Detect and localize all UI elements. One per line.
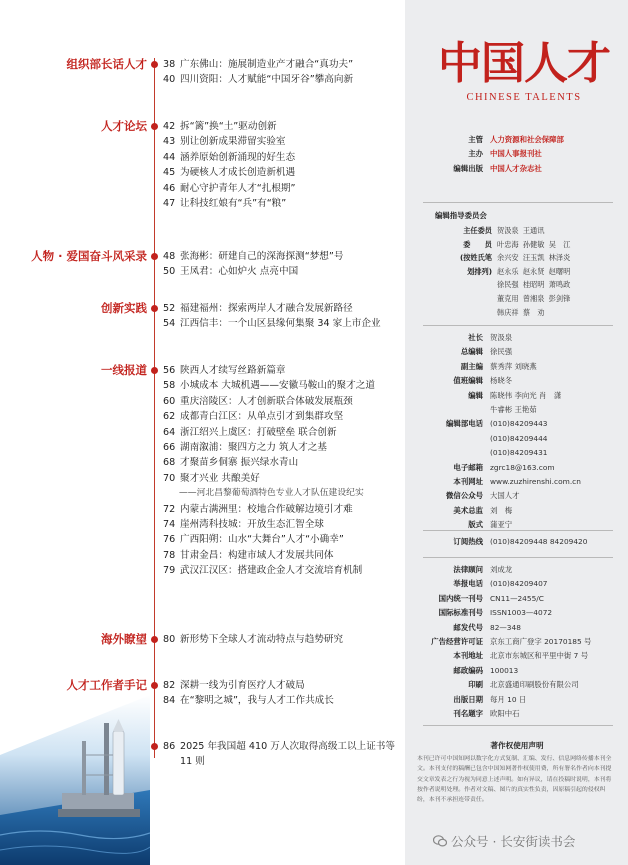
entry-title: 耐心守护青年人才“扎根期” <box>180 182 296 194</box>
info-row <box>405 649 628 663</box>
info-value: 董克用 曾湘泉 彭剑锋 <box>497 293 571 303</box>
info-value: 82—348 <box>490 622 521 632</box>
entry-title-continued: 11 则 <box>180 756 205 768</box>
section-title: 一线报道 <box>101 363 147 377</box>
page-number: 42 <box>163 121 176 132</box>
entry-title: 王凤君：心如炉火 点亮中国 <box>180 266 299 278</box>
toc-entry[interactable] <box>163 264 401 279</box>
page-number: 48 <box>163 251 176 262</box>
info-row <box>405 606 628 620</box>
entry-title: 别让创新成果滞留实验室 <box>180 136 286 148</box>
info-value: (010)84209431 <box>490 448 548 458</box>
info-value: 赵永乐 赵永贤 赵曙明 <box>497 266 571 276</box>
page-number: 50 <box>163 266 176 278</box>
info-row <box>405 374 628 388</box>
toc-entry[interactable] <box>163 632 401 647</box>
section-marker-dot <box>151 743 158 750</box>
info-label: 国际标准刊号 <box>438 608 483 618</box>
info-row <box>405 147 628 161</box>
info-label: 美术总监 <box>453 505 483 515</box>
page-number: 45 <box>163 167 176 179</box>
toc-entry[interactable] <box>163 72 401 87</box>
toc-entry[interactable] <box>163 471 401 486</box>
info-row <box>405 475 628 489</box>
entry-title: 广东佛山：施展制造业产才融合“真功夫” <box>180 59 354 70</box>
info-value: 贺汲泉 <box>490 333 513 342</box>
info-label: 本刊网址 <box>453 477 483 487</box>
toc-entry[interactable] <box>163 150 401 165</box>
section-title: 人物 · 爱国奋斗风采录 <box>31 249 147 263</box>
section-title: 人才工作者手记 <box>66 678 147 692</box>
copyright-notice <box>417 740 617 805</box>
toc-entry[interactable] <box>163 165 401 180</box>
toc-entry[interactable] <box>163 249 401 264</box>
info-value: 杨晓冬 <box>490 376 513 386</box>
divider <box>423 557 613 558</box>
info-row <box>405 345 628 359</box>
info-label: 出版日期 <box>453 694 483 704</box>
toc-entry[interactable] <box>163 517 401 532</box>
info-value: 每月 10 日 <box>490 694 527 704</box>
watermark-text: 公众号 · 长安街读书会 <box>451 834 576 849</box>
info-value: 大国人才 <box>490 491 520 501</box>
info-label: 编辑部电话 <box>446 419 483 429</box>
magazine-logo-english: CHINESE TALENTS <box>466 92 582 103</box>
entry-title: 武汉江汉区：搭建政企金人才交流培育机制 <box>180 565 363 577</box>
toc-entry[interactable] <box>163 563 401 578</box>
page-number: 47 <box>163 198 176 210</box>
info-value: 人力资源和社会保障部 <box>490 135 564 144</box>
info-row <box>405 693 628 707</box>
info-label: 微信公众号 <box>446 491 483 501</box>
info-value: 中国人才杂志社 <box>490 163 542 173</box>
section-items <box>163 57 401 88</box>
page-number: 86 <box>163 741 176 752</box>
page-number: 58 <box>163 380 176 392</box>
entry-title: 重庆涪陵区：人才创新联合体破发展瓶颈 <box>180 395 353 407</box>
info-row <box>405 403 628 417</box>
info-row <box>405 621 628 635</box>
toc-entry[interactable] <box>163 363 401 378</box>
page-number: 76 <box>163 534 176 546</box>
info-value: zgrc18@163.com <box>490 462 555 472</box>
info-label: 划排列) <box>467 266 492 276</box>
info-label: 法律顾问 <box>453 565 483 574</box>
info-label <box>405 292 497 306</box>
page-number: 72 <box>163 503 176 515</box>
info-row <box>405 635 628 649</box>
entry-title: 成都青白江区：从单点引才到集群攻坚 <box>180 411 344 423</box>
cover-illustration-rocket <box>0 695 150 865</box>
info-row <box>405 678 628 692</box>
info-label: 社长 <box>468 333 483 342</box>
page-number: 70 <box>163 472 176 484</box>
page-number: 82 <box>163 680 176 691</box>
info-value: 牛睿彬 王艳茹 <box>490 405 537 415</box>
section-marker-dot <box>151 61 158 68</box>
info-value: 刘 梅 <box>490 505 513 515</box>
toc-entry[interactable] <box>163 57 401 72</box>
entry-title: 浙江绍兴上虞区：打破壁垒 联合创新 <box>180 426 337 438</box>
page-number: 54 <box>163 318 176 330</box>
wechat-icon <box>433 834 447 848</box>
section-items <box>163 739 401 770</box>
entry-title: 在“黎明之城”，我与人才工作共成长 <box>180 695 334 707</box>
toc-entry[interactable] <box>163 739 401 770</box>
entry-title: 小城成本 大城机遇——安徽马鞍山的聚才之道 <box>180 380 375 392</box>
page-number: 44 <box>163 151 176 163</box>
section-title: 海外瞭望 <box>101 632 147 646</box>
toc-entry[interactable] <box>163 378 401 393</box>
info-value: 欧阳中石 <box>490 709 520 719</box>
section-title: 组织部长话人才 <box>66 57 147 71</box>
info-value: (010)84209444 <box>490 433 548 443</box>
section-items <box>163 632 401 647</box>
publication-info-block <box>405 563 628 721</box>
toc-entry[interactable] <box>163 134 401 149</box>
page-number: 68 <box>163 457 176 469</box>
toc-entry[interactable] <box>163 502 401 517</box>
entry-title: 才聚苗乡侗寨 振兴绿水青山 <box>180 457 299 469</box>
section-marker-dot <box>151 636 158 643</box>
entry-title: 甘肃金昌：构建市域人才发展共同体 <box>180 549 334 561</box>
info-row <box>405 292 628 306</box>
info-label: 编辑出版 <box>453 163 483 173</box>
entry-title: 崖州湾科技城：开放生态汇智全球 <box>180 519 324 531</box>
section-title: 人才论坛 <box>101 119 147 133</box>
info-label: 总编辑 <box>460 347 483 357</box>
page-number: 78 <box>163 549 176 561</box>
info-value: 100013 <box>490 665 519 675</box>
sponsor-block <box>405 133 628 176</box>
info-value: 北京市东城区和平里中街 7 号 <box>490 651 589 661</box>
page-number: 79 <box>163 565 176 577</box>
toc-entry[interactable] <box>163 440 401 455</box>
info-label <box>405 403 490 417</box>
toc-entry[interactable] <box>163 693 401 708</box>
entry-title: 聚才兴业 共酿美好 <box>180 472 260 484</box>
entry-title: 新形势下全球人才流动特点与趋势研究 <box>180 634 344 645</box>
info-row <box>405 446 628 460</box>
info-value: 刘成龙 <box>490 565 513 574</box>
entry-title: 湖南溆浦：聚四方之力 筑人才之基 <box>180 442 327 454</box>
info-label: 编辑 <box>468 390 483 400</box>
page-number: 66 <box>163 442 176 454</box>
page-number: 64 <box>163 426 176 438</box>
info-value: 徐民强 <box>490 347 513 357</box>
entry-title: 拆“篱”换“土”驱动创新 <box>180 121 277 132</box>
divider <box>423 725 613 726</box>
info-row <box>405 577 628 591</box>
masthead-panel <box>405 0 628 865</box>
info-row <box>405 265 628 279</box>
page-number: 74 <box>163 519 176 531</box>
committee-block <box>405 224 628 319</box>
info-label: 主办 <box>468 149 483 159</box>
page-number: 60 <box>163 395 176 407</box>
info-label: 委 员 <box>463 239 492 249</box>
toc-entry[interactable] <box>163 394 401 409</box>
page-number: 84 <box>163 695 176 707</box>
entry-title: 广西阳朔：山水“大舞台”人才“小确幸” <box>180 534 344 546</box>
info-value: 蔡秀萍 刘晓燕 <box>490 361 537 371</box>
toc-entry[interactable] <box>163 678 401 693</box>
page-number: 38 <box>163 59 176 70</box>
entry-title: 江西信丰：一个山区县缘何集聚 34 家上市企业 <box>180 318 381 330</box>
info-value: (010)84209443 <box>490 419 548 429</box>
section-items <box>163 301 401 332</box>
section-items <box>163 119 401 211</box>
entry-title: 四川资阳：人才赋能“中国牙谷”攀高向新 <box>180 74 354 86</box>
info-label: 邮发代号 <box>453 622 483 632</box>
entry-title: 内蒙古满洲里：校地合作破解边境引才难 <box>180 503 353 515</box>
info-label: 电子邮箱 <box>453 462 483 472</box>
staff-block <box>405 331 628 533</box>
entry-title: 深耕一线为引育医疗人才破局 <box>180 680 305 691</box>
entry-title: 陕西人才续写丝路新篇章 <box>180 365 286 376</box>
info-value: 徐民强 桂昭明 萧鸣政 <box>497 280 571 290</box>
info-value: 叶忠海 孙健敏 吴 江 <box>497 239 571 249</box>
toc-entry[interactable] <box>163 301 401 316</box>
info-value: 京东工商广登字 20170185 号 <box>490 637 592 647</box>
section-marker-dot <box>151 123 158 130</box>
section-marker-dot <box>151 305 158 312</box>
info-row <box>405 707 628 721</box>
page-number: 62 <box>163 411 176 423</box>
info-value: 北京盛通印刷股份有限公司 <box>490 680 579 690</box>
info-label: 副主编 <box>460 361 483 371</box>
entry-title: ——河北昌黎葡萄酒特色专业人才队伍建设纪实 <box>179 488 364 499</box>
copyright-notice-text: 本刊已许可中国知网以数字化方式复制、汇编、发行、信息网络传播本刊全文。本刊支付的稿酬已包含中国知网著作权使用费，所有署名作者向本刊提交文章发表之行为视为同意上述声明。如有异议，请在投稿时说明，本刊将按作者说明处理。作者对文稿、图片的真实性负责，因原稿引起的侵权纠纷，本刊不承担连带责任。 <box>417 756 612 804</box>
info-label: 国内统一刊号 <box>438 593 483 603</box>
order-hotline <box>405 535 628 549</box>
info-value: 贺汲泉 王通讯 <box>497 226 545 235</box>
divider <box>423 530 613 531</box>
info-label: 值班编辑 <box>453 376 483 386</box>
toc-entry[interactable] <box>163 486 401 501</box>
info-label: (按姓氏笔 <box>459 253 492 263</box>
committee-title: 编辑指导委员会 <box>435 211 487 220</box>
info-row <box>405 461 628 475</box>
info-row <box>405 389 628 403</box>
info-label <box>405 306 497 320</box>
entry-title: 让科技红娘有“兵”有“粮” <box>180 198 287 210</box>
page-number: 52 <box>163 303 176 314</box>
section-items <box>163 678 401 709</box>
page-number: 40 <box>163 74 176 86</box>
info-row <box>405 133 628 147</box>
info-row <box>405 224 628 238</box>
section-items <box>163 249 401 280</box>
toc-entry[interactable] <box>163 455 401 470</box>
info-label: 邮政编码 <box>453 665 483 675</box>
entry-title: 2025 年我国超 410 万人次取得高级工以上证书等 <box>180 741 395 752</box>
divider <box>423 325 613 326</box>
info-row <box>405 238 628 252</box>
info-label: 举报电话 <box>453 579 483 589</box>
info-row <box>405 360 628 374</box>
info-label: 刊名题字 <box>453 709 483 719</box>
info-label <box>405 278 497 292</box>
page-number: 56 <box>163 365 176 376</box>
info-value: 余兴安 汪玉凯 林泽炎 <box>497 253 571 263</box>
info-value: www.zuzhirenshi.com.cn <box>490 477 581 487</box>
info-label: 广告经营许可证 <box>431 637 483 647</box>
section-marker-dot <box>151 253 158 260</box>
info-row <box>405 417 628 431</box>
info-row <box>405 489 628 503</box>
toc-entry[interactable] <box>163 119 401 134</box>
info-row <box>405 592 628 606</box>
toc-entry[interactable] <box>163 532 401 547</box>
entry-title: 张海彬：研建自己的深海探测“梦想”号 <box>180 251 344 262</box>
info-value: (010)84209407 <box>490 579 548 589</box>
info-row <box>405 664 628 678</box>
info-row <box>405 251 628 265</box>
info-label: 主管 <box>468 135 483 144</box>
info-value: 陈晓伟 李向光 肖 潇 <box>490 390 562 400</box>
toc-entry[interactable] <box>163 196 401 211</box>
page-number: 43 <box>163 136 176 148</box>
magazine-logo: 中国人才 <box>438 38 610 89</box>
toc-entry[interactable] <box>163 181 401 196</box>
info-row <box>405 162 628 176</box>
info-label <box>405 446 490 460</box>
info-row <box>405 563 628 577</box>
page-number: 80 <box>163 634 176 645</box>
info-label: 主任委员 <box>463 226 492 235</box>
entry-title: 为硬核人才成长创造新机遇 <box>180 167 296 179</box>
info-row <box>405 331 628 345</box>
info-row <box>405 278 628 292</box>
order-hotline-value: (010)84209448 84209420 <box>490 537 588 546</box>
toc-entry[interactable] <box>163 425 401 440</box>
divider <box>423 202 613 203</box>
section-items <box>163 363 401 579</box>
toc-entry[interactable] <box>163 316 401 331</box>
info-value: 蒲亚宁 <box>490 520 513 530</box>
info-value: 韩庆祥 蔡 劝 <box>497 307 545 317</box>
info-value: 中国人事报刊社 <box>490 149 542 159</box>
info-label: 版式 <box>468 520 483 530</box>
order-hotline-label: 订阅热线 <box>453 537 483 546</box>
info-label: 印刷 <box>468 680 483 690</box>
info-row <box>405 306 628 320</box>
toc-entry[interactable] <box>163 548 401 563</box>
section-title: 创新实践 <box>101 301 147 315</box>
page-number: 46 <box>163 182 176 194</box>
entry-title: 福建福州：探索两岸人才融合发展新路径 <box>180 303 353 314</box>
copyright-notice-title: 著作权使用声明 <box>490 741 544 750</box>
toc-entry[interactable] <box>163 409 401 424</box>
entry-title: 涵养原始创新涌现的好生态 <box>180 151 296 163</box>
info-label <box>405 432 490 446</box>
info-value: ISSN1003—4072 <box>490 608 553 618</box>
info-row <box>405 432 628 446</box>
timeline-line <box>154 58 155 758</box>
info-row <box>405 504 628 518</box>
section-marker-dot <box>151 682 158 689</box>
section-marker-dot <box>151 367 158 374</box>
info-label: 本刊地址 <box>453 651 483 661</box>
wechat-watermark <box>433 832 575 850</box>
info-value: CN11—2455/C <box>490 593 544 603</box>
